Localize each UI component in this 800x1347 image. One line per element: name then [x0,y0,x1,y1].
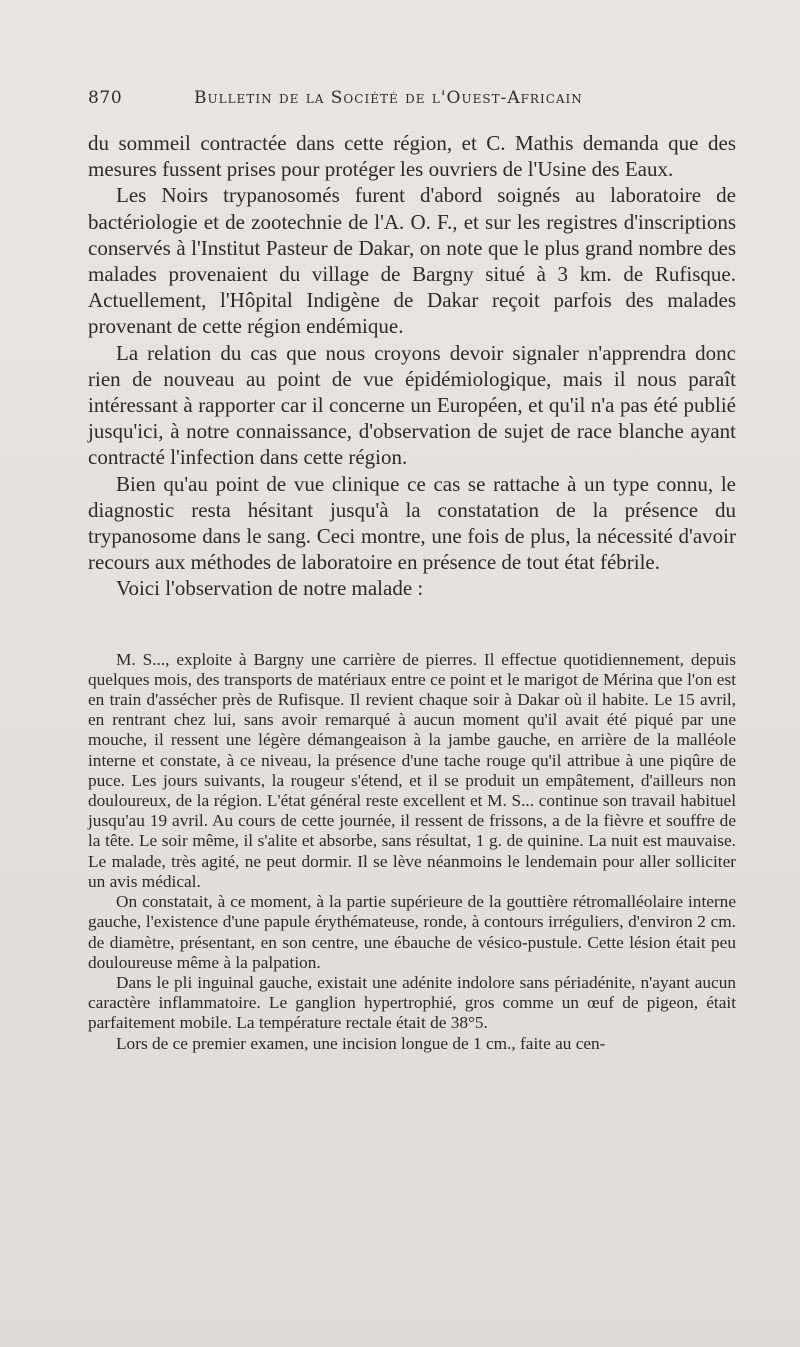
paragraph: La relation du cas que nous croyons devoir signaler n'apprendra donc rien de nouveau au point de vue épidémiologique, mais il nous paraît intéressant à rapporter car il concerne un Européen, et qu'il n'a pas été publié jusqu'ici, à notre connaissance, d'observation de sujet de race blanche ayant contracté l'infection dans cette région. [88,340,736,470]
paragraph: Bien qu'au point de vue clinique ce cas se rattache à un type connu, le diagnostic resta hésitant jusqu'à la constatation de la présence du trypanosome dans le sang. Ceci montre, une fois de plus, la nécessité d'avoir recours aux méthodes de laboratoire en présence de tout état fébrile. [88,471,736,575]
running-header [88,88,740,108]
paragraph: du sommeil contractée dans cette région, et C. Mathis demanda que des mesures fussent prises pour protéger les ouvriers de l'Usine des Eaux. [88,131,736,182]
page-number: 870 [88,88,123,108]
observation-paragraph: On constatait, à ce moment, à la partie supérieure de la gouttière rétromalléolaire interne gauche, l'existence d'une papule érythémateuse, ronde, à contours irréguliers, d'environ 2 cm. de diamètre, présentant, en son centre, une ébauche de vésico-pustule. Cette lésion était peu douloureuse même à la palpation. [88,892,736,972]
running-title: Bulletin de la Société de l'Ouest-Africain [194,88,583,108]
paragraph: Voici l'observation de notre malade : [116,576,424,601]
observation-paragraph: Dans le pli inguinal gauche, existait une adénite indolore sans périadénite, n'ayant aucun caractère inflammatoire. Le ganglion hypertrophié, gros comme un œuf de pigeon, était parfaitement mobile. La température rectale était de 38°5. [88,972,736,1033]
observation-paragraph: Lors de ce premier examen, une incision longue de 1 cm., faite au cen- [116,1033,606,1053]
observation-paragraph: M. S..., exploite à Bargny une carrière de pierres. Il effectue quotidiennement, depuis quelques mois, des transports de matériaux entre ce point et le marigot de Mérina que l'on est en train d'assécher près de Rufisque. Il revient chaque soir à Dakar où il habite. Le 15 avril, en rentrant chez lui, sans avoir remarqué à aucun moment qu'il avait été piqué par une mouche, il ressent une légère démangeaison à la jambe gauche, en arrière de la malléole interne et constate, à ce niveau, la présence d'une tache rouge qu'il attribue à une piqûre de puce. Les jours suivants, la rougeur s'étend, et il se produit un empâtement, d'ailleurs non douloureux, de la région. L'état général reste excellent et M. S... continue son travail habituel jusqu'au 19 avril. Au cours de cette journée, il ressent de frissons, a de la fièvre et souffre de la tête. Le soir même, il s'alite et absorbe, sans résultat, 1 g. de quinine. La nuit est mauvaise. Le malade, très agité, ne peut dormir. Il se lève néanmoins le lendemain pour aller solliciter un avis médical. [88,649,736,891]
section-gap [88,602,736,650]
page-body [88,130,736,1054]
paragraph: Les Noirs trypanosomés furent d'abord soignés au laboratoire de bactériologie et de zootechnie de l'A. O. F., et sur les registres d'inscriptions conservés à l'Institut Pasteur de Dakar, on note que le plus grand nombre des malades provenaient du village de Bargny situé à 3 km. de Rufisque. Actuellement, l'Hôpital Indigène de Dakar reçoit parfois des malades provenant de cette région endémique. [88,183,736,339]
